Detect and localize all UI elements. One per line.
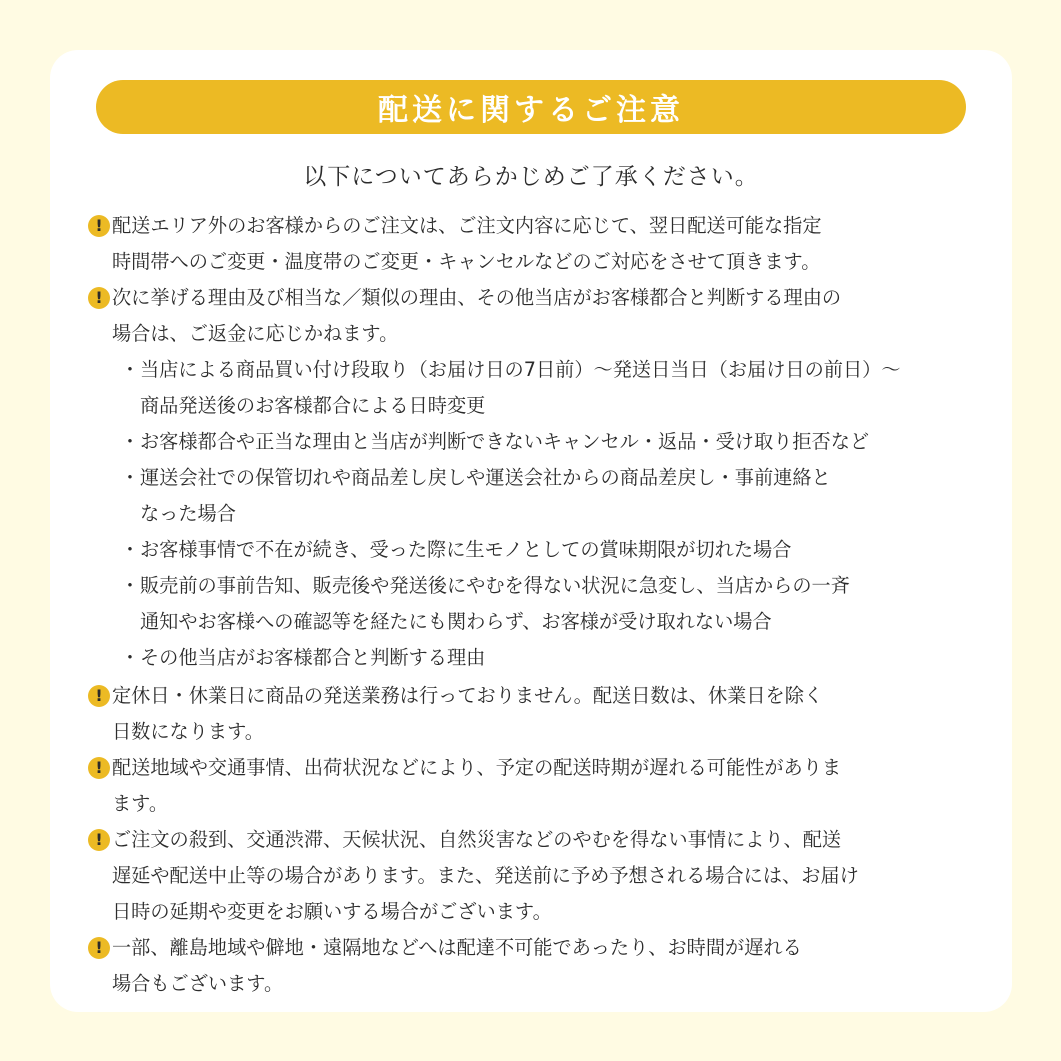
- warning-icon: !: [88, 215, 110, 237]
- warning-icon: !: [88, 829, 110, 851]
- list-line: 運送会社での保管切れや商品差し戻しや運送会社からの商品差戻し・事前連絡と: [140, 466, 831, 489]
- list-line: 通知やお客様への確認等を経たにも関わらず、お客様が受け取れない場合: [140, 610, 772, 633]
- note-line: 時間帯へのご変更・温度帯のご変更・キャンセルなどのご対応をさせて頂きます。: [112, 250, 821, 273]
- notice-title: 配送に関するご注意: [378, 93, 684, 128]
- note-line: ご注文の殺到、交通渋滞、天候状況、自然災害などのやむを得ない事情により、配送: [112, 828, 842, 851]
- list-line: お客様都合や正当な理由と当店が判断できないキャンセル・返品・受け取り拒否など: [140, 430, 870, 453]
- list-item: [120, 532, 980, 568]
- note-item: [88, 930, 978, 1002]
- warning-icon: !: [88, 685, 110, 707]
- list-line: お客様事情で不在が続き、受った際に生モノとしての賞味期限が切れた場合: [140, 538, 792, 561]
- warning-icon: !: [88, 937, 110, 959]
- note-line: 日数になります。: [112, 720, 264, 743]
- note-item: [88, 678, 978, 750]
- list-item: [120, 568, 980, 640]
- list-item: [120, 424, 980, 460]
- list-item: [120, 640, 980, 676]
- note-item: [88, 822, 978, 930]
- bullet-marker: ・: [120, 574, 140, 597]
- list-item: [120, 352, 980, 424]
- note-line: ます。: [112, 792, 169, 815]
- warning-icon: !: [88, 287, 110, 309]
- list-line: 当店による商品買い付け段取り（お届け日の7日前）〜発送日当日（お届け日の前日）〜: [140, 358, 901, 381]
- bullet-marker: ・: [120, 646, 140, 669]
- notice-card: [50, 50, 1012, 1012]
- note-line: 日時の延期や変更をお願いする場合がございます。: [112, 900, 552, 923]
- note-line: 場合は、ご返金に応じかねます。: [112, 322, 399, 345]
- note-item: [88, 208, 978, 280]
- warning-icon: !: [88, 757, 110, 779]
- bullet-marker: ・: [120, 466, 140, 489]
- list-line: 商品発送後のお客様都合による日時変更: [140, 394, 486, 417]
- note-line: 定休日・休業日に商品の発送業務は行っておりません。配送日数は、休業日を除く: [112, 684, 824, 707]
- note-item: [88, 280, 978, 352]
- bullet-marker: ・: [120, 538, 140, 561]
- note-line: 遅延や配送中止等の場合があります。また、発送前に予め予想される場合には、お届け: [112, 864, 859, 887]
- bullet-marker: ・: [120, 430, 140, 453]
- note-line: 配送地域や交通事情、出荷状況などにより、予定の配送時期が遅れる可能性がありま: [112, 756, 842, 779]
- note-line: 場合もございます。: [112, 972, 284, 995]
- list-line: なった場合: [140, 502, 236, 525]
- note-line: 配送エリア外のお客様からのご注文は、ご注文内容に応じて、翌日配送可能な指定: [112, 214, 822, 237]
- note-item: [88, 750, 978, 822]
- notice-subtitle: 以下についてあらかじめご了承ください。: [303, 164, 759, 190]
- bullet-marker: ・: [120, 358, 140, 381]
- list-line: 販売前の事前告知、販売後や発送後にやむを得ない状況に急変し、当店からの一斉: [140, 574, 850, 597]
- list-item: [120, 460, 980, 532]
- note-line: 次に挙げる理由及び相当な／類似の理由、その他当店がお客様都合と判断する理由の: [112, 286, 842, 309]
- notice-banner: [96, 80, 966, 134]
- list-line: その他当店がお客様都合と判断する理由: [140, 646, 486, 669]
- note-line: 一部、離島地域や僻地・遠隔地などへは配達不可能であったり、お時間が遅れる: [112, 936, 802, 959]
